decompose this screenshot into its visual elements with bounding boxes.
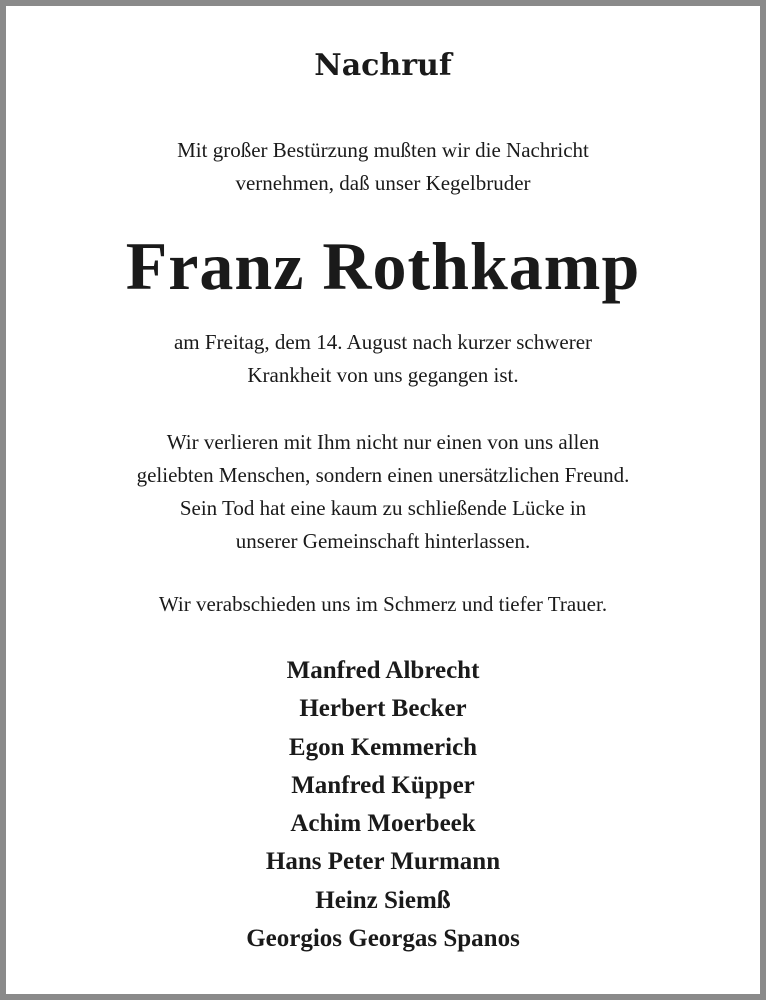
signer-name: Georgios Georgas Spanos [246,925,520,953]
intro-line: vernehmen, daß unser Kegelbruder [235,171,531,195]
tribute-line: Wir verlieren mit Ihm nicht nur einen von uns allen [166,430,600,454]
tribute-line: unserer Gemeinschaft hinterlassen. [235,529,531,553]
signers-list [12,652,754,958]
tribute-line: Sein Tod hat eine kaum zu schließende Lücke in [179,496,587,520]
deceased-name: Franz Rothkamp [125,228,641,304]
passing-line: am Freitag, dem 14. August nach kurzer schwerer [173,330,593,354]
tribute-line: geliebten Menschen, sondern einen unersätzlichen Freund. [136,463,630,487]
signer-name: Heinz Siemß [315,886,451,914]
farewell-paragraph [12,588,754,621]
signer-name: Manfred Albrecht [286,657,480,684]
passing-line: Krankheit von uns gegangen ist. [247,363,519,387]
intro-paragraph [12,134,754,200]
signer-name: Achim Moerbeek [290,810,476,838]
intro-line: Mit großer Bestürzung mußten wir die Nachricht [177,138,589,162]
notice-heading: Nachruf [314,48,452,83]
farewell-line: Wir verabschieden uns im Schmerz und tiefer Trauer. [158,592,608,616]
tribute-paragraph [12,426,754,558]
signer-name: Manfred Küpper [291,771,475,799]
obituary-content [12,6,754,994]
passing-paragraph [12,326,754,392]
signer-name: Hans Peter Murmann [265,848,501,876]
signer-name: Egon Kemmerich [288,733,478,761]
signer-name: Herbert Becker [299,695,467,723]
